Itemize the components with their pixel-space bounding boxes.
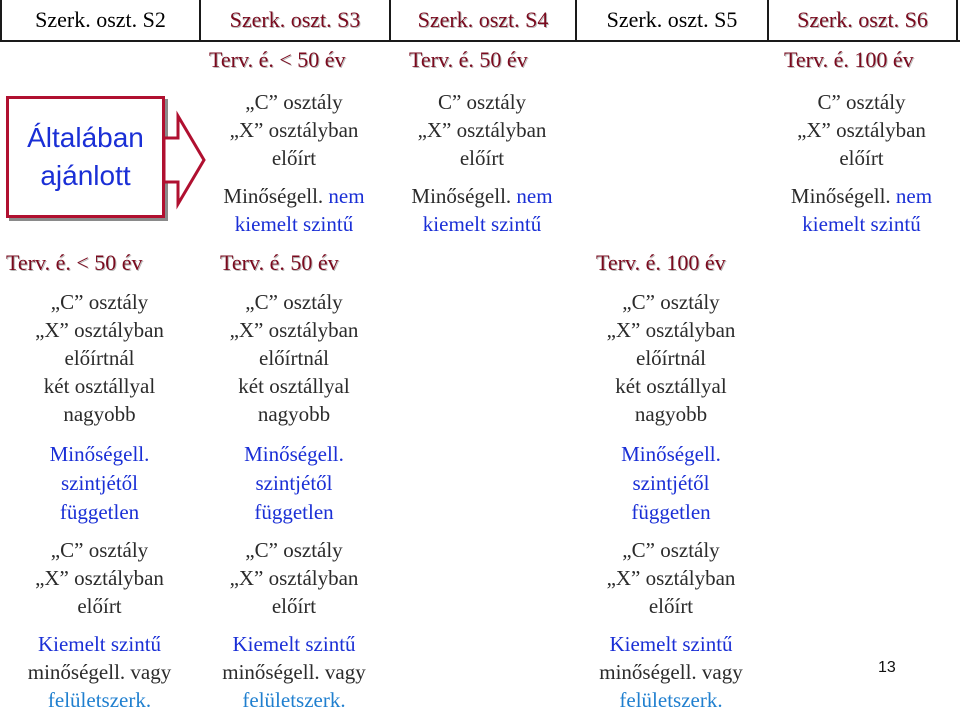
mid-s2-class (0, 288, 199, 428)
grid-line (956, 0, 958, 40)
grid-line (0, 40, 960, 42)
mid-s3-quality (199, 440, 389, 527)
quality-line: minőségell. vagy (222, 660, 366, 684)
bot-s5-class (575, 536, 767, 620)
term-label-s3: Terv. é. 50 év (220, 250, 339, 275)
term-label-s4: Terv. é. 50 év (409, 47, 528, 72)
mid-s5-quality (575, 440, 767, 527)
header-s6: Szerk. oszt. S6 (797, 7, 928, 32)
class-line: előírtnál (636, 346, 706, 370)
term-label-s3: Terv. é. < 50 év (209, 47, 346, 72)
class-line: „X” osztályban (229, 566, 359, 590)
class-line: két osztállyal (238, 374, 350, 398)
class-line: „X” osztályban (229, 318, 359, 342)
class-line: előírt (271, 594, 317, 618)
quality-line: Kiemelt szintű (609, 632, 733, 656)
class-line: „X” osztályban (606, 318, 736, 342)
quality-line: Minőségell. nem (223, 184, 365, 208)
quality-line: felületszerk. (242, 688, 346, 712)
class-line: előírt (839, 146, 884, 170)
top-s4-class (389, 88, 575, 172)
page-number: 13 (878, 659, 896, 676)
class-line: két osztállyal (615, 374, 727, 398)
mid-s5-class (575, 288, 767, 428)
class-line: nagyobb (63, 402, 136, 426)
quality-line: szintjétől (632, 471, 710, 495)
class-line: „C” osztály (622, 290, 720, 314)
term-label-s5: Terv. é. 100 év (596, 250, 726, 275)
top-s6-class (767, 88, 956, 172)
class-line: „C” osztály (245, 290, 343, 314)
bot-s3-quality (199, 630, 389, 714)
header-s5: Szerk. oszt. S5 (606, 7, 738, 32)
class-line: „X” osztályban (417, 118, 547, 142)
class-line: „C” osztály (245, 538, 343, 562)
quality-line: Minőségell. (49, 442, 150, 466)
quality-line: felületszerk. (619, 688, 723, 712)
quality-line: felületszerk. (47, 688, 152, 712)
class-line: nagyobb (257, 402, 331, 426)
quality-line: kiemelt szintű (422, 212, 542, 236)
class-line: „C” osztály (50, 538, 149, 562)
term-label-s2: Terv. é. < 50 év (6, 250, 143, 275)
quality-line: szintjétől (61, 471, 138, 495)
quality-line: Kiemelt szintű (232, 632, 356, 656)
class-line: „X” osztályban (797, 118, 926, 142)
class-line: előírt (459, 146, 505, 170)
class-line: két osztállyal (43, 374, 156, 398)
top-s4-quality (389, 182, 575, 238)
term-label-s6: Terv. é. 100 év (784, 47, 914, 72)
mid-s3-class (199, 288, 389, 428)
quality-line: független (254, 500, 334, 524)
quality-line: Minőségell. nem (790, 184, 933, 208)
bot-s3-class (199, 536, 389, 620)
quality-line: független (59, 500, 140, 524)
class-line: előírt (648, 594, 694, 618)
quality-line: Minőségell. (244, 442, 344, 466)
mid-s2-quality (0, 440, 199, 527)
quality-line: kiemelt szintű (234, 212, 354, 236)
recommended-line2: ajánlott (40, 160, 131, 191)
class-line: „X” osztályban (35, 318, 164, 342)
top-s6-quality (767, 182, 956, 238)
bot-s2-quality (0, 630, 199, 714)
class-line: „C” osztály (245, 90, 343, 114)
quality-line: szintjétől (255, 471, 333, 495)
bot-s5-quality (575, 630, 767, 714)
class-line: „C” osztály (50, 290, 149, 314)
header-s3: Szerk. oszt. S3 (229, 7, 361, 32)
class-line: nagyobb (634, 402, 708, 426)
class-line: „C” osztály (622, 538, 720, 562)
class-line: „X” osztályban (606, 566, 736, 590)
class-line: C” osztály (817, 90, 906, 114)
bot-s2-class (0, 536, 199, 620)
recommended-box (6, 96, 165, 218)
top-s3-quality (199, 182, 389, 238)
top-s3-class (199, 88, 389, 172)
class-line: előírtnál (64, 346, 135, 370)
header-s2: Szerk. oszt. S2 (35, 7, 166, 32)
quality-line: független (631, 500, 711, 524)
header-s4: Szerk. oszt. S4 (417, 7, 549, 32)
class-line: C” osztály (437, 90, 527, 114)
recommended-line1: Általában (27, 122, 144, 153)
class-line: előírt (271, 146, 317, 170)
quality-line: minőségell. vagy (599, 660, 743, 684)
class-line: „X” osztályban (229, 118, 359, 142)
quality-line: Minőségell. nem (411, 184, 553, 208)
quality-line: Kiemelt szintű (37, 632, 162, 656)
quality-line: kiemelt szintű (802, 212, 921, 236)
quality-line: Minőségell. (621, 442, 721, 466)
quality-line: minőségell. vagy (27, 660, 172, 684)
class-line: előírtnál (259, 346, 329, 370)
class-line: előírt (77, 594, 122, 618)
class-line: „X” osztályban (35, 566, 164, 590)
